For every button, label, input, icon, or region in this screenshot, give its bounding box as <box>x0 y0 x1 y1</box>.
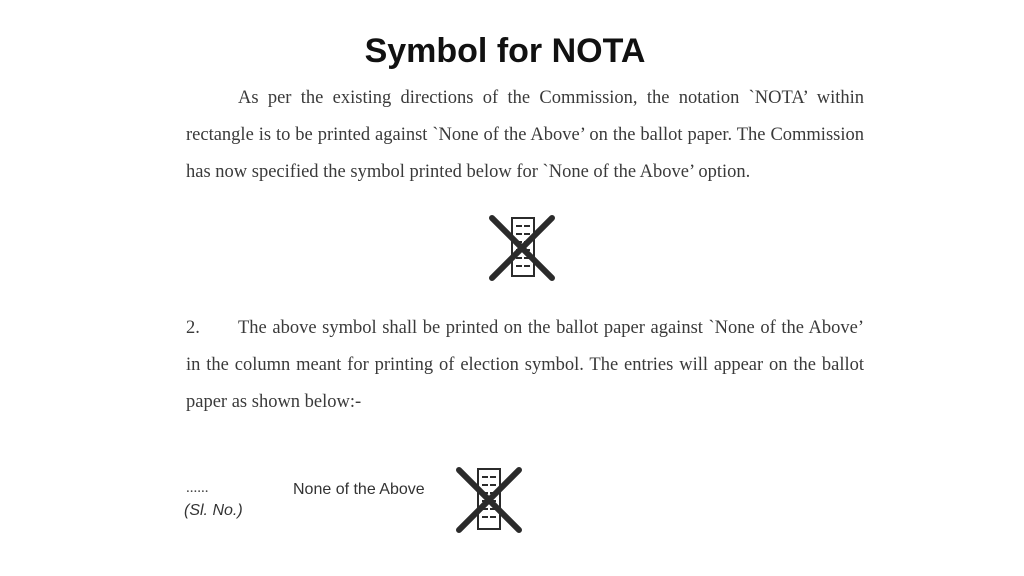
none-of-the-above-label: None of the Above <box>293 481 425 498</box>
paragraph-1: As per the existing directions of the Commission, the notation `NOTA’ within rectangle is to be printed against `None of the Above’ on the ballot paper. The Commission has now specified the symbol printed below for `None of the Above’ option. <box>186 88 864 182</box>
paragraph-2 <box>186 310 864 421</box>
nota-symbol-icon <box>452 464 526 536</box>
paragraph-2-text: The above symbol shall be printed on the ballot paper against `None of the Above’ in the column meant for printing of election symbol. The entries will appear on the ballot paper as shown below:- <box>186 318 864 412</box>
nota-symbol-icon <box>486 212 558 284</box>
paragraph-number: 2. <box>186 318 200 338</box>
page-title: Symbol for NOTA <box>364 32 646 70</box>
serial-dots: ...... <box>186 480 209 496</box>
serial-number-label: (Sl. No.) <box>184 502 243 519</box>
